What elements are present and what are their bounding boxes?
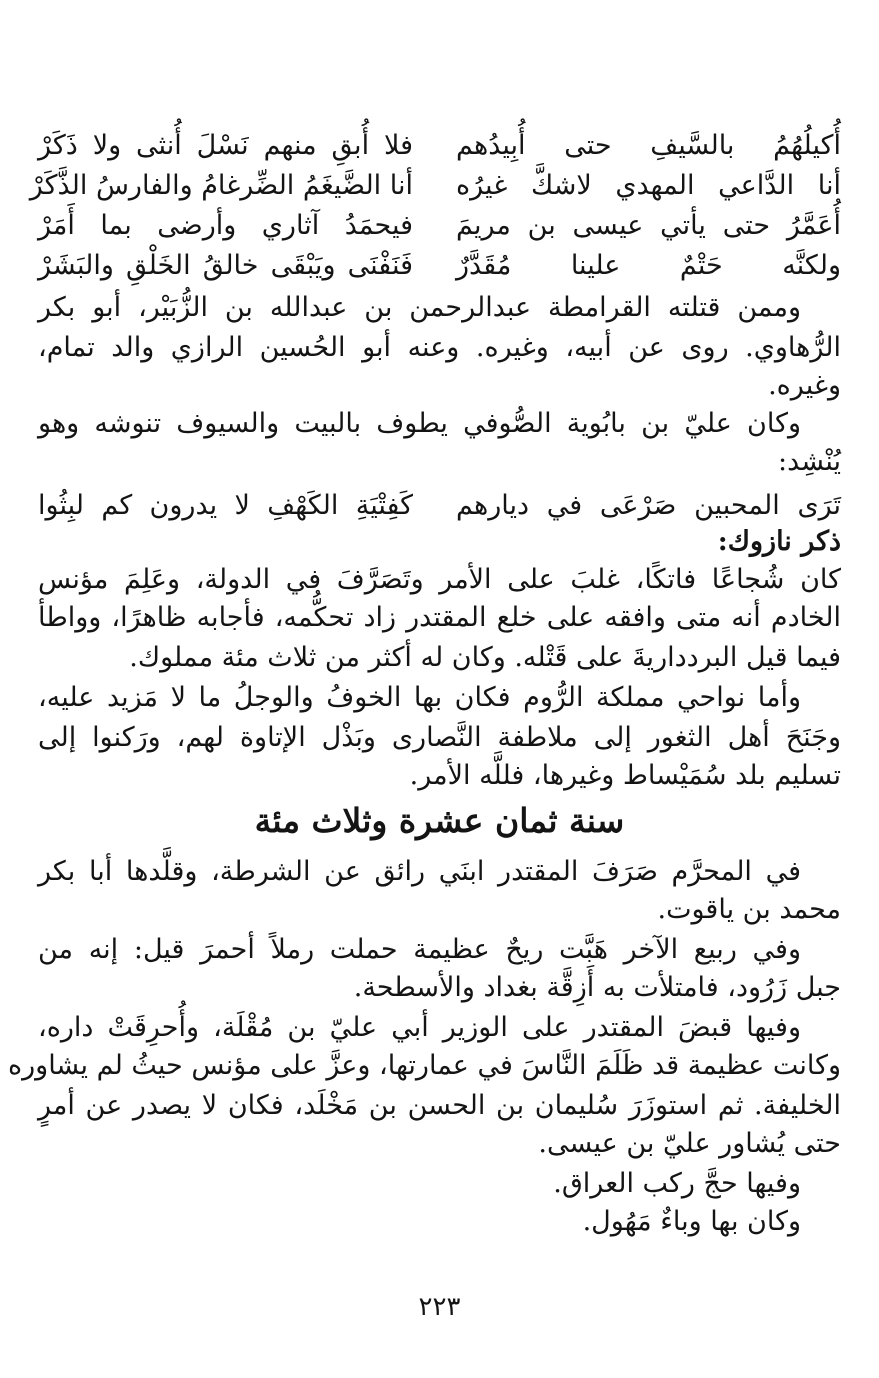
verse-first-hemistich: أُعَمَّرُ حتى يأتي عيسى بن مريمَ [456, 210, 841, 241]
paragraph-line: وكانت عظيمة قد ظَلَمَ النَّاسَ في عمارتها، وعزَّ على مؤنس حيثُ لم يشاوره [7, 1050, 841, 1081]
paragraph-line: الرُّهاوي. روى عن أبيه، وغيره. وعنه أبو الحُسين الرازي والد تمام، [38, 332, 841, 363]
verse-second-hemistich: فيحمَدُ آثاري وأرضى بما أَمَرْ [38, 210, 413, 241]
paragraph-line: محمد بن ياقوت. [657, 894, 841, 925]
poem-verse [38, 126, 841, 166]
verse-second-hemistich: كَفِتْيَةِ الكَهْفِ لا يدرون كم لبِثُوا [38, 490, 413, 521]
paragraph-line: وأما نواحي مملكة الرُّوم فكان بها الخوفُ والوجلُ ما لا مَزيد عليه، [38, 682, 801, 713]
paragraph-line: وممن قتلته القرامطة عبدالرحمن بن عبدالله بن الزُّبَيْر، أبو بكر [38, 292, 801, 323]
paragraph-line: جبل زَرُود، فامتلأت به أَزِقَّة بغداد والأسطحة. [353, 972, 841, 1003]
subheading: ذكر نازوك: [717, 526, 841, 557]
paragraph-line: وفيها حجَّ ركب العراق. [553, 1168, 801, 1199]
paragraph-line: الخادم أنه متى وافقه على خلع المقتدر زاد تحكُّمه، فأجابه ظاهرًا، وواطأ [38, 602, 841, 633]
verse-second-hemistich: فَنَفْنَى ويَبْقَى خالقُ الخَلْقِ والبَشَرْ [38, 250, 413, 281]
paragraph-line: وكان بها وباءٌ مَهُول. [582, 1206, 801, 1237]
paragraph-line: الخليفة. ثم استوزَرَ سُليمان بن الحسن بن مَخْلَد، فكان لا يصدر عن أمرٍ [38, 1090, 841, 1121]
paragraph-line: تسليم بلد سُمَيْساط وغيرها، فللَّه الأمر. [409, 760, 841, 791]
verse-first-hemistich: ولكنَّه حَتْمٌ علينا مُقَدَّرٌ [456, 250, 841, 281]
verse-second-hemistich: فلا أُبقِ منهم نَسْلَ أُنثى ولا ذَكَرْ [38, 130, 413, 161]
paragraph-line: وغيره. [768, 370, 841, 401]
poem-verse [29, 166, 841, 206]
paragraph-line: وفيها قبضَ المقتدر على الوزير أبي عليّ بن مُقْلَة، وأُحرِقَتْ داره، [38, 1012, 801, 1043]
paragraph-line: في المحرَّم صَرَفَ المقتدر ابنَي رائق عن الشرطة، وقلَّدها أبا بكر [38, 856, 801, 887]
paragraph-line: وجَنَحَ أهل الثغور إلى ملاطفة النَّصارى وبَذْل الإتاوة لهم، ورَكنوا إلى [38, 722, 841, 753]
page-number: ٢٢٣ [418, 1292, 461, 1322]
paragraph-line: وفي ربيع الآخر هَبَّت ريحٌ عظيمة حملت رملاً أحمرَ قيل: إنه من [38, 934, 801, 965]
paragraph-line: حتى يُشاور عليّ بن عيسى. [538, 1128, 841, 1159]
verse-first-hemistich: أُكيلُهُمُ بالسَّيفِ حتى أُبِيدُهم [456, 130, 841, 161]
poem-verse [38, 206, 841, 246]
paragraph-line: فيما قيل البردداريةَ على قَتْله. وكان له أكثر من ثلاث مئة مملوك. [129, 642, 841, 673]
poem-verse [38, 486, 841, 526]
verse-second-hemistich: أنا الضَّيغَمُ الضِّرغامُ والفارسُ الذَّكَرْ [29, 170, 413, 201]
paragraph-line: وكان عليّ بن بابُوية الصُّوفي يطوف بالبيت والسيوف تنوشه وهو [38, 408, 801, 439]
verse-first-hemistich: تَرَى المحبين صَرْعَى في ديارهم [456, 490, 841, 521]
paragraph-line: كان شُجاعًا فاتكًا، غلبَ على الأمر وتَصَرَّفَ في الدولة، وعَلِمَ مؤنس [38, 564, 841, 595]
paragraph-line: يُنْشِد: [777, 446, 841, 477]
poem-verse [38, 246, 841, 286]
section-heading: سنة ثمان عشرة وثلاث مئة [254, 801, 625, 840]
verse-first-hemistich: أنا الدَّاعي المهدي لاشكَّ غيرُه [456, 170, 841, 201]
